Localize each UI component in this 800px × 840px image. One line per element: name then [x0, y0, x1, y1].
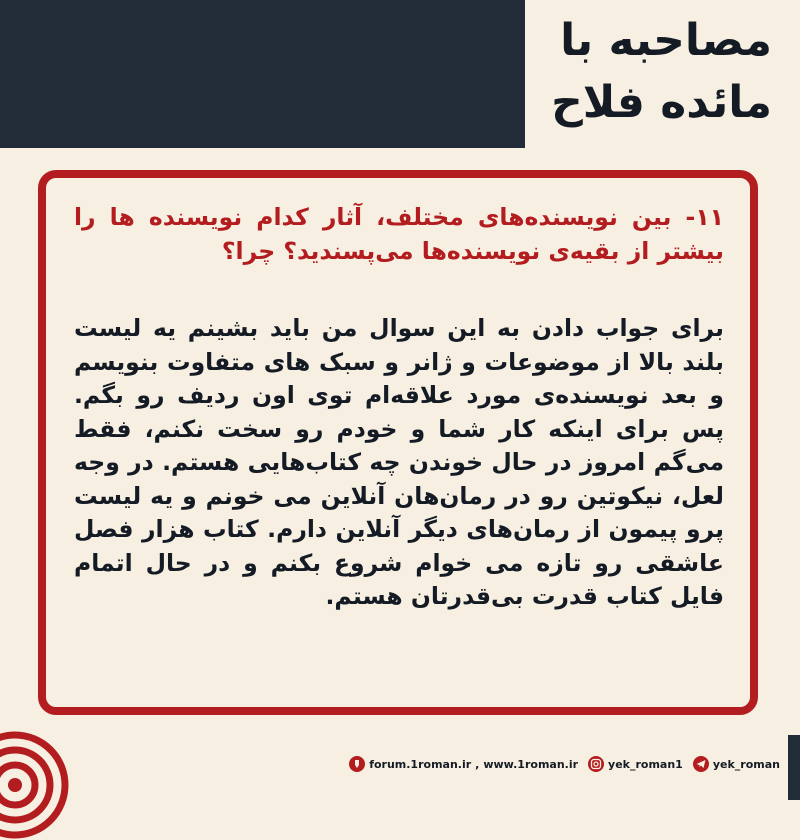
site-link[interactable]: www.1roman.ir	[483, 757, 579, 771]
footer-links	[349, 752, 780, 776]
instagram-icon	[588, 756, 604, 772]
page-title	[512, 10, 772, 134]
header-dark-block	[0, 0, 525, 148]
telegram-handle[interactable]: yek_roman	[712, 757, 780, 771]
footer-instagram[interactable]	[588, 756, 683, 772]
title-line-2: مائده فلاح	[551, 77, 772, 128]
footer-separator: ,	[475, 757, 480, 771]
corner-stripe-decoration	[788, 735, 800, 800]
footer-telegram[interactable]	[693, 756, 780, 772]
question-text: ۱۱- بین نویسنده‌های مختلف، آثار کدام نویسنده ها را بیشتر از بقیه‌ی نویسنده‌ها می‌پسندید؟ چرا؟	[74, 203, 724, 265]
footer-website[interactable]	[349, 756, 578, 772]
answer-text: برای جواب دادن به این سوال من باید بشینم یه لیست بلند بالا از موضوعات و ژانر و سبک های متفاوت بنویسم و بعد نویسنده‌ی مورد علاقه‌ام توی اون ردیف رو بگم. پس برای اینکه کار شما و خودم رو سخت نکنم، فقط می‌گم امروز در حال خوندن چه کتاب‌هایی هستم. در وجه لعل، نیکوتین رو در رمان‌هان آنلاین می خونم و یه لیست پرو پیمون از رمان‌های دیگر آنلاین دارم. کتاب هزار فصل عاشقی رو تازه می خوام شروع بکنم و در حال اتمام فایل کتاب قدرت بی‌قدرتان هستم.	[74, 314, 724, 610]
instagram-handle[interactable]: yek_roman1	[608, 757, 683, 771]
pen-icon	[349, 756, 365, 772]
telegram-icon	[693, 756, 709, 772]
concentric-circles-decoration	[0, 730, 70, 840]
forum-link[interactable]: forum.1roman.ir	[369, 757, 472, 771]
interview-card	[38, 170, 758, 715]
title-line-1: مصاحبه با	[560, 15, 772, 66]
